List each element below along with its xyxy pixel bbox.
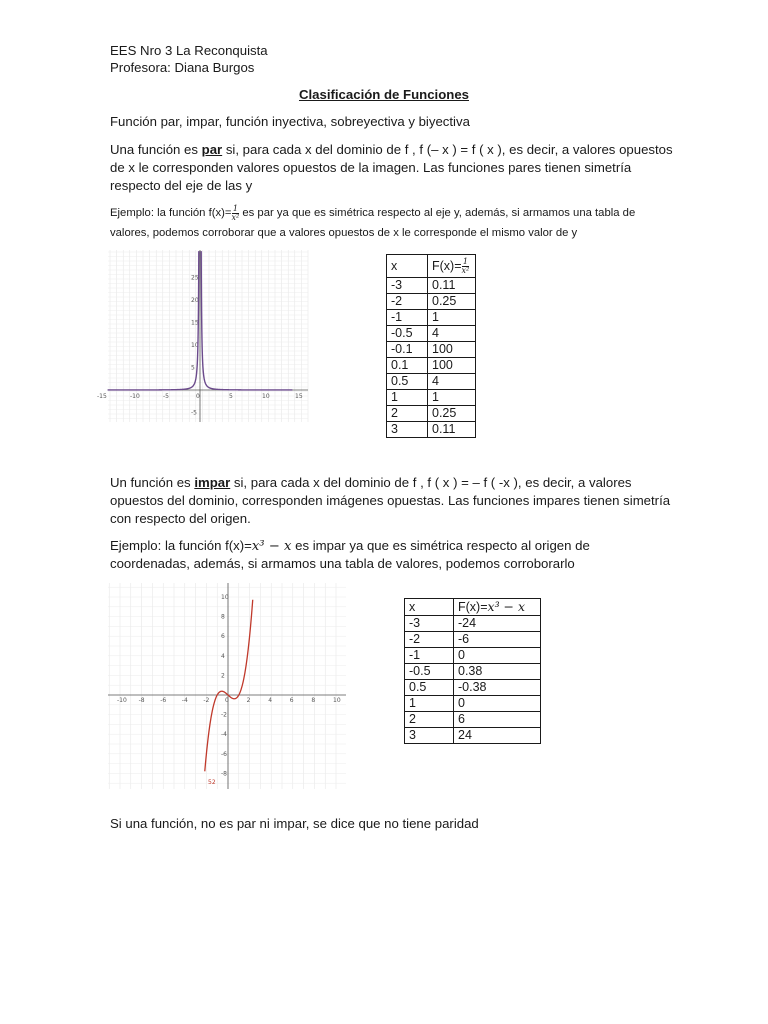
- cell-x: -2: [405, 632, 454, 648]
- cell-x: 2: [387, 406, 428, 422]
- text-span: es par ya que es simétrica respecto al eje y, además, si armamos una tabla de: [239, 207, 636, 219]
- cell-x: 1: [405, 696, 454, 712]
- cell-fx: 100: [428, 342, 476, 358]
- cell-fx: -24: [454, 616, 541, 632]
- text-span: si, para cada x del dominio de f , f ( x ) = – f ( -x ), es decir, a valores: [230, 475, 632, 490]
- cell-fx: 0.11: [428, 422, 476, 438]
- keyword-impar: impar: [194, 475, 231, 490]
- table-row: [405, 616, 541, 632]
- y-tick-label: 6: [221, 633, 225, 641]
- x-tick-label: 2: [246, 697, 251, 704]
- table-row: [387, 390, 476, 406]
- par-definition-line3: respecto del eje de las y: [110, 178, 253, 193]
- x-tick-label: -10: [130, 393, 140, 400]
- y-tick-label: -8: [221, 770, 227, 778]
- y-tick-label: 25: [191, 274, 199, 282]
- cell-x: 0.1: [387, 358, 428, 374]
- table-header-x: x: [405, 599, 454, 616]
- x-tick-label: 8: [311, 697, 316, 704]
- cell-x: 0.5: [405, 680, 454, 696]
- cell-x: -1: [387, 310, 428, 326]
- table-row: [405, 712, 541, 728]
- y-tick-label: 15: [191, 319, 199, 327]
- cell-x: -0.5: [387, 326, 428, 342]
- x-tick-label: 0: [225, 697, 229, 704]
- graph-tick-labels: [117, 594, 341, 777]
- par-example-line2: valores, podemos corroborar que a valores opuestos de x le corresponde el mismo valor de y: [110, 227, 578, 239]
- x-tick-label: -15: [97, 393, 107, 400]
- table-header-fx: [428, 255, 476, 278]
- cell-fx: 6: [454, 712, 541, 728]
- text-span: F(x)=: [432, 258, 462, 273]
- cell-x: -3: [387, 278, 428, 294]
- table-row: [405, 632, 541, 648]
- impar-example-line2: coordenadas, además, si armamos una tabla de valores, podemos corroborarlo: [110, 556, 575, 571]
- cell-x: 0.5: [387, 374, 428, 390]
- text-span: Un función es: [110, 475, 195, 490]
- table-header-row: [405, 599, 541, 616]
- cell-fx: 0.25: [428, 294, 476, 310]
- fraction-denominator: x²: [461, 265, 470, 275]
- y-tick-label: 4: [221, 652, 225, 660]
- subtitle: Función par, impar, función inyectiva, sobreyectiva y biyectiva: [110, 114, 470, 129]
- x-tick-label: -2: [203, 697, 210, 704]
- par-definition-line1: [110, 141, 673, 159]
- fraction-numerator: 1: [462, 256, 468, 266]
- text-span: Ejemplo: la función f(x)=: [110, 207, 232, 219]
- y-tick-label: 2: [221, 672, 225, 680]
- cell-fx: 0.25: [428, 406, 476, 422]
- table-row: [387, 310, 476, 326]
- cell-fx: -0.38: [454, 680, 541, 696]
- par-example-line1: [110, 204, 635, 222]
- x-tick-label: 6: [289, 697, 294, 704]
- text-span: si, para cada x del dominio de f , f (– x ) = f ( x ), es decir, a valores opuestos: [222, 142, 673, 157]
- cell-x: 3: [405, 728, 454, 744]
- text-span: es impar ya que es simétrica respecto al origen de: [291, 538, 590, 553]
- impar-definition-line2: opuestos del dominio, corresponden imágenes opuestas. Las funciones impares tienen simetría: [110, 493, 671, 508]
- cell-fx: 1: [428, 390, 476, 406]
- closing-text: Si una función, no es par ni impar, se dice que no tiene paridad: [110, 816, 479, 831]
- x-tick-label: 0: [196, 393, 200, 400]
- cell-x: 2: [405, 712, 454, 728]
- cell-fx: 1: [428, 310, 476, 326]
- y-tick-label: -4: [221, 731, 227, 739]
- table-row: [387, 294, 476, 310]
- x-tick-label: -8: [138, 697, 145, 704]
- keyword-par: par: [201, 142, 223, 157]
- impar-definition-line1: [110, 474, 632, 492]
- y-tick-label: -5: [191, 409, 197, 417]
- x-tick-label: -10: [117, 697, 127, 704]
- fraction: [462, 258, 470, 275]
- y-tick-label: 10: [221, 594, 229, 601]
- text-span: Una función es: [110, 142, 202, 157]
- table-row: [405, 728, 541, 744]
- table-row: [387, 422, 476, 438]
- x-tick-label: 10: [333, 697, 341, 704]
- cell-fx: 0: [454, 648, 541, 664]
- table-row: [405, 680, 541, 696]
- cell-fx: -6: [454, 632, 541, 648]
- table-row: [387, 342, 476, 358]
- cell-fx: 4: [428, 326, 476, 342]
- cell-x: -1: [405, 648, 454, 664]
- cell-x: 3: [387, 422, 428, 438]
- table-row: [387, 278, 476, 294]
- math-expression: x³ − x: [487, 599, 526, 614]
- x-tick-label: -5: [163, 393, 169, 400]
- table-header-x: x: [387, 255, 428, 278]
- x-tick-label: 4: [268, 697, 273, 704]
- y-tick-label: 10: [191, 342, 199, 349]
- table-row: [387, 406, 476, 422]
- cell-fx: 0.38: [454, 664, 541, 680]
- odd-values-table: [404, 598, 541, 744]
- table-row: [405, 696, 541, 712]
- cell-fx: 24: [454, 728, 541, 744]
- y-tick-label: 8: [221, 613, 225, 621]
- cell-fx: 100: [428, 358, 476, 374]
- text-span: Ejemplo: la función f(x)=: [110, 538, 252, 553]
- cell-x: -2: [387, 294, 428, 310]
- x-tick-label: -4: [181, 697, 188, 704]
- cell-x: -3: [405, 616, 454, 632]
- cell-x: 1: [387, 390, 428, 406]
- fraction-numerator: 1: [232, 203, 238, 213]
- y-tick-label: 20: [191, 297, 199, 304]
- curve-label: 52: [208, 779, 216, 786]
- document-title: Clasificación de Funciones: [298, 87, 469, 102]
- teacher-name: Profesora: Diana Burgos: [110, 60, 255, 75]
- math-expression: x³ − x: [251, 539, 292, 554]
- table-row: [387, 358, 476, 374]
- table-row: [387, 326, 476, 342]
- text-span: F(x)=: [458, 600, 488, 614]
- cell-fx: 0: [454, 696, 541, 712]
- school-name: EES Nro 3 La Reconquista: [110, 43, 268, 58]
- curve-x-cubed-minus-x: [205, 600, 253, 772]
- even-function-graph: [97, 250, 308, 422]
- x-tick-label: -6: [160, 697, 167, 704]
- cell-x: -0.1: [387, 342, 428, 358]
- graph-axes: [108, 583, 346, 789]
- table-row: [387, 374, 476, 390]
- cell-x: -0.5: [405, 664, 454, 680]
- table-header-fx: [454, 599, 541, 616]
- x-tick-label: 5: [229, 393, 233, 400]
- graph-grid: [108, 583, 346, 789]
- x-tick-label: 10: [262, 393, 270, 400]
- impar-example-line1: [110, 537, 590, 556]
- table-row: [405, 648, 541, 664]
- x-tick-label: 15: [295, 393, 303, 400]
- odd-function-graph: [108, 583, 346, 789]
- fraction-denominator: x²: [231, 212, 240, 222]
- y-tick-label: 5: [191, 364, 195, 372]
- cell-fx: 0.11: [428, 278, 476, 294]
- even-values-table: [386, 254, 476, 438]
- y-tick-label: -2: [221, 711, 227, 719]
- impar-definition-line3: con respecto del origen.: [110, 511, 251, 526]
- cell-fx: 4: [428, 374, 476, 390]
- table-header-row: [387, 255, 476, 278]
- y-tick-label: -6: [221, 750, 227, 758]
- par-definition-line2: de x le corresponden valores opuestos de la imagen. Las funciones pares tienen simetría: [110, 160, 632, 175]
- table-row: [405, 664, 541, 680]
